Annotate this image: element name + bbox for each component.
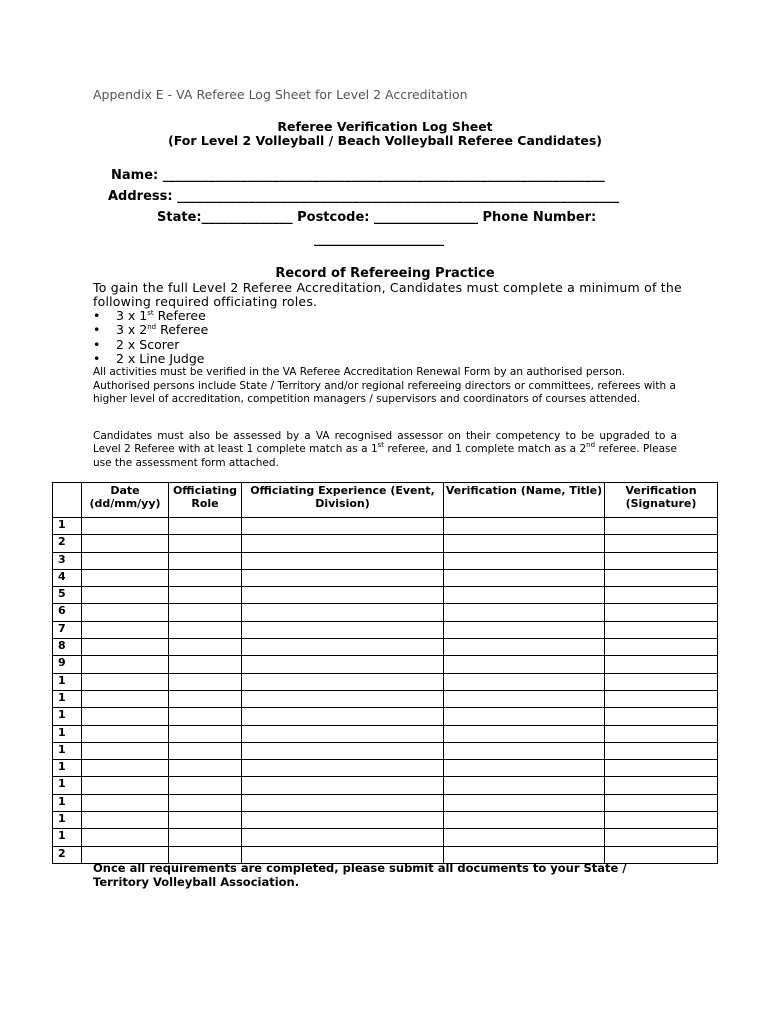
row-number: 1 xyxy=(53,673,82,690)
experience-cell[interactable] xyxy=(242,812,444,829)
required-roles-list xyxy=(93,309,208,367)
date-cell[interactable] xyxy=(82,742,169,759)
role-cell[interactable] xyxy=(169,708,242,725)
log-table xyxy=(52,482,718,864)
experience-cell[interactable] xyxy=(242,535,444,552)
table-row xyxy=(53,604,718,621)
date-cell[interactable] xyxy=(82,673,169,690)
date-header: Date (dd/mm/yy) xyxy=(82,483,169,518)
verification-signature-header: Verification (Signature) xyxy=(605,483,718,518)
verification-name-cell[interactable] xyxy=(444,794,605,811)
role-cell[interactable] xyxy=(169,829,242,846)
table-row xyxy=(53,708,718,725)
signature-cell[interactable] xyxy=(605,656,718,673)
signature-cell[interactable] xyxy=(605,760,718,777)
experience-cell[interactable] xyxy=(242,673,444,690)
date-cell[interactable] xyxy=(82,604,169,621)
experience-cell[interactable] xyxy=(242,742,444,759)
role-cell[interactable] xyxy=(169,587,242,604)
signature-cell[interactable] xyxy=(605,725,718,742)
row-number: 5 xyxy=(53,587,82,604)
date-cell[interactable] xyxy=(82,518,169,535)
role-header: Officiating Role xyxy=(169,483,242,518)
row-number: 8 xyxy=(53,639,82,656)
experience-cell[interactable] xyxy=(242,552,444,569)
verification-name-cell[interactable] xyxy=(444,656,605,673)
signature-cell[interactable] xyxy=(605,673,718,690)
signature-cell[interactable] xyxy=(605,569,718,586)
verification-name-cell[interactable] xyxy=(444,569,605,586)
verification-name-cell[interactable] xyxy=(444,604,605,621)
submission-note: Once all requirements are completed, please submit all documents to your State / Territory Volleyball Association. xyxy=(93,861,627,889)
experience-header: Officiating Experience (Event, Division) xyxy=(242,483,444,518)
date-cell[interactable] xyxy=(82,829,169,846)
row-number: 3 xyxy=(53,552,82,569)
table-row xyxy=(53,518,718,535)
experience-cell[interactable] xyxy=(242,604,444,621)
date-cell[interactable] xyxy=(82,760,169,777)
appendix-heading: Appendix E - VA Referee Log Sheet for Level 2 Accreditation xyxy=(93,87,468,102)
row-number: 2 xyxy=(53,846,82,863)
verification-name-cell[interactable] xyxy=(444,621,605,638)
record-intro: To gain the full Level 2 Referee Accreditation, Candidates must complete a minimum of the following required officiating roles. xyxy=(93,280,682,310)
signature-cell[interactable] xyxy=(605,742,718,759)
experience-cell[interactable] xyxy=(242,760,444,777)
date-cell[interactable] xyxy=(82,535,169,552)
role-cell[interactable] xyxy=(169,552,242,569)
row-number: 6 xyxy=(53,604,82,621)
row-number: 2 xyxy=(53,535,82,552)
table-row xyxy=(53,569,718,586)
role-cell[interactable] xyxy=(169,777,242,794)
signature-cell[interactable] xyxy=(605,777,718,794)
verification-name-cell[interactable] xyxy=(444,708,605,725)
date-cell[interactable] xyxy=(82,725,169,742)
signature-cell[interactable] xyxy=(605,812,718,829)
experience-cell[interactable] xyxy=(242,708,444,725)
row-number: 1 xyxy=(53,708,82,725)
date-cell[interactable] xyxy=(82,639,169,656)
table-row xyxy=(53,621,718,638)
assessment-note: Candidates must also be assessed by a VA recognised assessor on their competency to be upgraded to a Level 2 Referee with at least 1 complete match as a 1st referee, and 1 complete match as a 2nd referee. Please use the assessment form attached. xyxy=(93,430,677,469)
signature-cell[interactable] xyxy=(605,794,718,811)
verification-name-cell[interactable] xyxy=(444,673,605,690)
table-row xyxy=(53,794,718,811)
role-cell[interactable] xyxy=(169,742,242,759)
signature-cell[interactable] xyxy=(605,708,718,725)
experience-cell[interactable] xyxy=(242,569,444,586)
name-field[interactable]: Name: ____________________________________________________________________ xyxy=(111,168,605,183)
row-number: 9 xyxy=(53,656,82,673)
verification-name-cell[interactable] xyxy=(444,552,605,569)
verification-name-cell[interactable] xyxy=(444,777,605,794)
table-row xyxy=(53,535,718,552)
date-cell[interactable] xyxy=(82,812,169,829)
signature-cell[interactable] xyxy=(605,621,718,638)
date-cell[interactable] xyxy=(82,569,169,586)
role-cell[interactable] xyxy=(169,794,242,811)
table-row xyxy=(53,656,718,673)
date-cell[interactable] xyxy=(82,708,169,725)
verification-name-cell[interactable] xyxy=(444,535,605,552)
table-row xyxy=(53,777,718,794)
verification-name-cell[interactable] xyxy=(444,518,605,535)
signature-cell[interactable] xyxy=(605,552,718,569)
signature-cell[interactable] xyxy=(605,604,718,621)
table-row xyxy=(53,587,718,604)
verification-name-cell[interactable] xyxy=(444,829,605,846)
role-cell[interactable] xyxy=(169,535,242,552)
role-cell[interactable] xyxy=(169,604,242,621)
verification-name-cell[interactable] xyxy=(444,812,605,829)
role-item: • 3 x 1st Referee xyxy=(93,309,208,323)
table-row xyxy=(53,639,718,656)
role-cell[interactable] xyxy=(169,673,242,690)
row-number: 1 xyxy=(53,690,82,707)
sheet-title: Referee Verification Log Sheet xyxy=(277,119,493,134)
table-row xyxy=(53,552,718,569)
record-title: Record of Refereeing Practice xyxy=(275,266,495,281)
signature-cell[interactable] xyxy=(605,639,718,656)
role-cell[interactable] xyxy=(169,725,242,742)
row-number: 1 xyxy=(53,742,82,759)
table-row xyxy=(53,760,718,777)
role-item: • 2 x Line Judge xyxy=(93,352,208,366)
role-cell[interactable] xyxy=(169,656,242,673)
role-cell[interactable] xyxy=(169,760,242,777)
verification-name-cell[interactable] xyxy=(444,760,605,777)
date-cell[interactable] xyxy=(82,656,169,673)
table-header-row xyxy=(53,483,718,518)
role-cell[interactable] xyxy=(169,690,242,707)
table-row xyxy=(53,673,718,690)
row-number: 1 xyxy=(53,518,82,535)
date-cell[interactable] xyxy=(82,794,169,811)
signature-cell[interactable] xyxy=(605,535,718,552)
verification-name-cell[interactable] xyxy=(444,587,605,604)
experience-cell[interactable] xyxy=(242,829,444,846)
experience-cell[interactable] xyxy=(242,777,444,794)
experience-cell[interactable] xyxy=(242,690,444,707)
row-number: 1 xyxy=(53,777,82,794)
signature-cell[interactable] xyxy=(605,829,718,846)
row-number: 1 xyxy=(53,725,82,742)
experience-cell[interactable] xyxy=(242,518,444,535)
experience-cell[interactable] xyxy=(242,621,444,638)
signature-cell[interactable] xyxy=(605,587,718,604)
row-number: 4 xyxy=(53,569,82,586)
role-item: • 2 x Scorer xyxy=(93,338,208,352)
experience-cell[interactable] xyxy=(242,639,444,656)
date-cell[interactable] xyxy=(82,587,169,604)
signature-cell[interactable] xyxy=(605,518,718,535)
row-number: 1 xyxy=(53,812,82,829)
experience-cell[interactable] xyxy=(242,725,444,742)
role-item: • 3 x 2nd Referee xyxy=(93,323,208,337)
role-cell[interactable] xyxy=(169,621,242,638)
experience-cell[interactable] xyxy=(242,656,444,673)
signature-cell[interactable] xyxy=(605,690,718,707)
table-row xyxy=(53,725,718,742)
verification-name-cell[interactable] xyxy=(444,742,605,759)
verification-name-cell[interactable] xyxy=(444,690,605,707)
role-cell[interactable] xyxy=(169,639,242,656)
table-row xyxy=(53,829,718,846)
address-field[interactable]: Address: ____________________________________________________________________ xyxy=(108,189,620,204)
date-cell[interactable] xyxy=(82,621,169,638)
row-number: 1 xyxy=(53,829,82,846)
verification-name-cell[interactable] xyxy=(444,639,605,656)
role-cell[interactable] xyxy=(169,518,242,535)
row-number: 1 xyxy=(53,760,82,777)
phone-number-line[interactable]: ____________________ xyxy=(314,232,444,247)
date-cell[interactable] xyxy=(82,552,169,569)
table-row xyxy=(53,742,718,759)
date-cell[interactable] xyxy=(82,690,169,707)
row-number-header xyxy=(53,483,82,518)
state-postcode-phone-row[interactable]: State:______________ Postcode: ________________ Phone Number: xyxy=(157,210,597,225)
table-row xyxy=(53,812,718,829)
role-cell[interactable] xyxy=(169,569,242,586)
experience-cell[interactable] xyxy=(242,794,444,811)
verification-note: All activities must be verified in the VA Referee Accreditation Renewal Form by an authorised person. Authorised persons include State / Territory and/or regional refereeing directors or committees, referees with a higher level of accreditation, competition managers / supervisors and coordinators of courses attended. xyxy=(93,366,676,406)
verification-name-header: Verification (Name, Title) xyxy=(444,483,605,518)
role-cell[interactable] xyxy=(169,812,242,829)
table-row xyxy=(53,690,718,707)
date-cell[interactable] xyxy=(82,777,169,794)
experience-cell[interactable] xyxy=(242,587,444,604)
row-number: 7 xyxy=(53,621,82,638)
sheet-subtitle: (For Level 2 Volleyball / Beach Volleyball Referee Candidates) xyxy=(168,133,602,148)
verification-name-cell[interactable] xyxy=(444,725,605,742)
row-number: 1 xyxy=(53,794,82,811)
